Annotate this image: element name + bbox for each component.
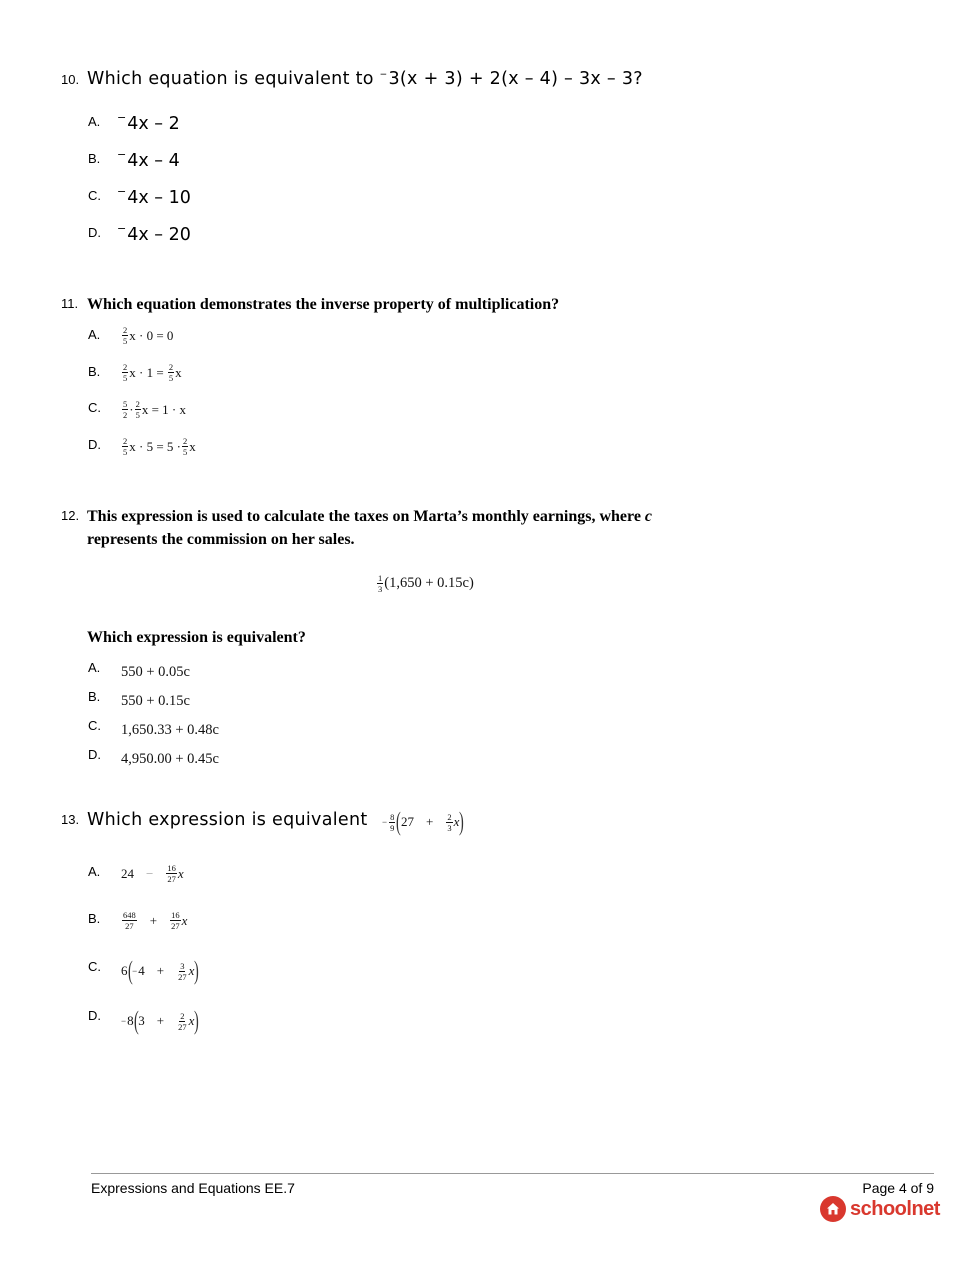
q12-choice-d-letter: D. (88, 747, 101, 762)
q11-choice-d-letter: D. (88, 437, 101, 452)
q10-choice-a[interactable]: −4x – 2 (117, 111, 180, 134)
q12-stem-line2: represents the commission on her sales. (87, 531, 355, 548)
q11-stem: Which equation demonstrates the inverse property of multiplication? (87, 296, 560, 313)
fraction: $\frac{2}{5}$ (168, 362, 174, 383)
q10-choice-b-letter: B. (88, 151, 101, 166)
fraction: $\frac{1}{3}$ (378, 573, 383, 594)
q10-choice-d[interactable]: −4x – 20 (117, 222, 191, 245)
q11-choice-c[interactable]: $\frac{5}{2}$ · $\frac{2}{5}$ x = 1 · x (123, 399, 187, 420)
fraction: $\frac{2}{5}$ (123, 436, 128, 457)
q10-choice-b[interactable]: −4x – 4 (117, 148, 180, 171)
q10-choice-c-letter: C. (88, 188, 101, 203)
q13-stem-expression: − $\frac{8}{9}$ ( 27 + $\frac{2}{3}$ x ) (382, 807, 465, 836)
schoolnet-logo (820, 1196, 940, 1222)
q11-choice-a-letter: A. (88, 327, 101, 342)
q12-choice-c[interactable]: 1,650.33 + 0.48c (121, 722, 219, 738)
q13-choice-c[interactable]: 6 ( − 4 + $\frac{3}{27}$ x ) (121, 956, 200, 985)
fraction: $\frac{2}{5}$ (183, 436, 188, 457)
fraction: $\frac{16}{27}$ (171, 910, 180, 931)
q12-choice-d[interactable]: 4,950.00 + 0.45c (121, 751, 219, 767)
q13-choice-b[interactable]: $\frac{648}{27}$ + $\frac{16}{27}$ x (123, 910, 188, 931)
q12-choice-b[interactable]: 550 + 0.15c (121, 693, 190, 709)
fraction: $\frac{5}{2}$ (123, 399, 128, 420)
q11-number: 11. (61, 296, 79, 311)
q12-choice-a[interactable]: 550 + 0.05c (121, 664, 190, 680)
q12-choice-c-letter: C. (88, 718, 101, 733)
q12-stem-line1: This expression is used to calculate the taxes on Marta’s monthly earnings, where c (87, 508, 653, 525)
q13-choice-a[interactable]: 24 − $\frac{16}{27}$ x (121, 863, 184, 884)
q10-choice-d-letter: D. (88, 225, 101, 240)
q13-choice-a-letter: A. (88, 864, 101, 879)
house-icon (820, 1196, 846, 1222)
fraction: $\frac{2}{27}$ (178, 1010, 187, 1032)
fraction: $\frac{2}{5}$ (123, 362, 128, 383)
fraction: $\frac{16}{27}$ (167, 863, 176, 884)
q13-choice-b-letter: B. (88, 911, 101, 926)
fraction: $\frac{8}{9}$ (390, 811, 395, 833)
fraction: $\frac{3}{27}$ (178, 960, 187, 982)
page-number: Page 4 of 9 (862, 1180, 934, 1196)
fraction: $\frac{2}{5}$ (123, 325, 128, 346)
q13-stem: Which expression is equivalent (87, 810, 368, 830)
q10-choice-c[interactable]: −4x – 10 (117, 185, 191, 208)
q13-choice-d-letter: D. (88, 1008, 101, 1023)
footer-title: Expressions and Equations EE.7 (91, 1180, 295, 1196)
q11-choice-b-letter: B. (88, 364, 101, 379)
q13-choice-c-letter: C. (88, 959, 101, 974)
logo-text: schoolnet (850, 1197, 940, 1220)
q13-number: 13. (61, 812, 80, 827)
fraction: $\frac{2}{3}$ (447, 811, 452, 833)
q12-choice-a-letter: A. (88, 660, 101, 675)
q11-choice-d[interactable]: $\frac{2}{5}$ x · 5 = 5 · $\frac{2}{5}$ x (123, 436, 196, 457)
q12-question: Which expression is equivalent? (87, 629, 306, 646)
q11-choice-b[interactable]: $\frac{2}{5}$ x · 1 = $\frac{2}{5}$ x (123, 362, 182, 383)
fraction: $\frac{648}{27}$ (123, 910, 136, 931)
q10-choice-a-letter: A. (88, 114, 101, 129)
q12-number: 12. (61, 508, 80, 523)
q10-stem: Which equation is equivalent to −3(x + 3) + 2(x – 4) – 3x – 3? (87, 69, 643, 89)
fraction: $\frac{2}{5}$ (135, 399, 140, 420)
footer-divider (91, 1173, 934, 1174)
q12-expression: $\frac{1}{3}$ (1,650 + 0.15c) (378, 573, 474, 594)
q12-choice-b-letter: B. (88, 689, 101, 704)
q11-choice-c-letter: C. (88, 400, 101, 415)
q11-choice-a[interactable]: $\frac{2}{5}$ x · 0 = 0 (123, 325, 174, 346)
q13-choice-d[interactable]: − 8 ( 3 + $\frac{2}{27}$ x ) (121, 1006, 200, 1035)
q10-number: 10. (61, 72, 80, 87)
